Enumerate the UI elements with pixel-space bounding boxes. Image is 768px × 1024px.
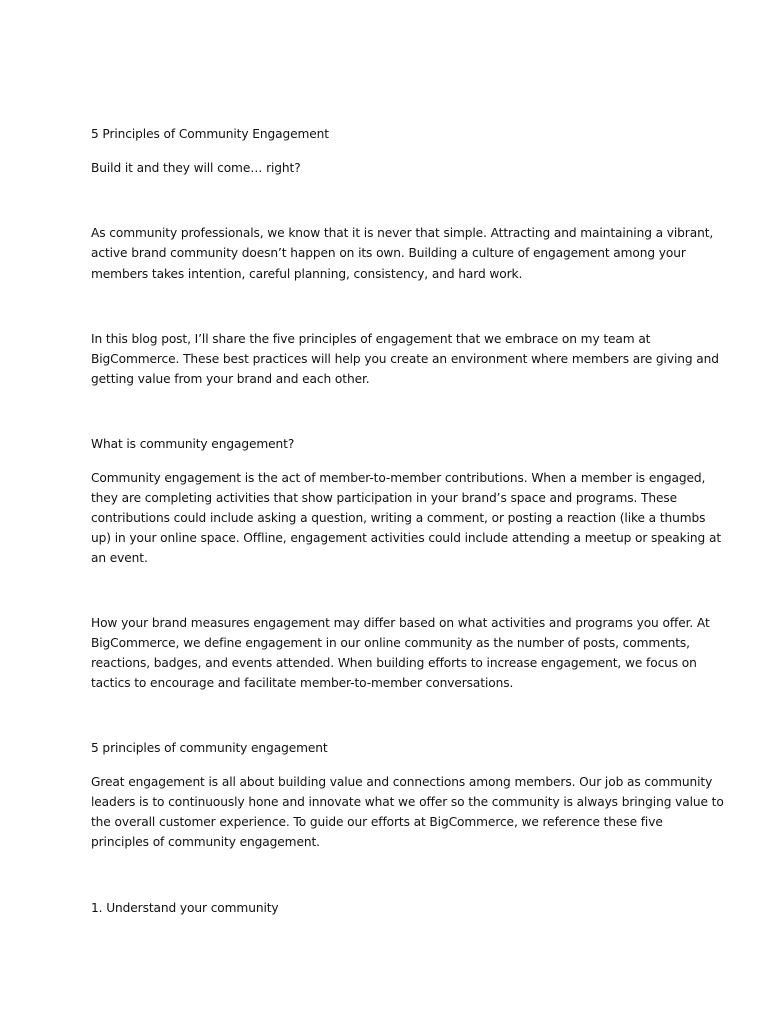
paragraph-2-line: BigCommerce. These best practices will help you create an environment where members are giving and <box>91 352 719 366</box>
paragraph-5-line: leaders is to continuously hone and innovate what we offer so the community is always bringing value to <box>91 795 724 809</box>
paragraph-4-line: How your brand measures engagement may differ based on what activities and programs you offer. At <box>91 616 710 630</box>
paragraph-1-line: members takes intention, careful planning, consistency, and hard work. <box>91 267 523 281</box>
document-title: 5 Principles of Community Engagement <box>91 127 329 141</box>
section-heading: 1. Understand your community <box>91 901 279 915</box>
paragraph-1-line: active brand community doesn’t happen on its own. Building a culture of engagement among your <box>91 246 686 260</box>
paragraph-3-line: up) in your online space. Offline, engagement activities could include attending a meetup or speaking at <box>91 531 722 545</box>
paragraph-2-line: In this blog post, I’ll share the five principles of engagement that we embrace on my team at <box>91 332 651 346</box>
paragraph-1-line: As community professionals, we know that it is never that simple. Attracting and maintaining a vibrant, <box>91 226 714 240</box>
lead-line: Build it and they will come… right? <box>91 161 301 175</box>
paragraph-5-line: principles of community engagement. <box>91 835 320 849</box>
paragraph-3-line: they are completing activities that show participation in your brand’s space and programs. These <box>91 491 678 505</box>
section-heading: 5 principles of community engagement <box>91 741 328 755</box>
paragraph-4-line: reactions, badges, and events attended. When building efforts to increase engagement, we focus on <box>91 656 697 670</box>
paragraph-4-line: BigCommerce, we define engagement in our online community as the number of posts, comments, <box>91 636 690 650</box>
paragraph-3-line: an event. <box>91 551 148 565</box>
paragraph-2-line: getting value from your brand and each other. <box>91 372 370 386</box>
paragraph-3-line: contributions could include asking a question, writing a comment, or posting a reaction (like a thumbs <box>91 511 706 525</box>
section-heading: What is community engagement? <box>91 437 295 451</box>
paragraph-5-line: the overall customer experience. To guide our efforts at BigCommerce, we reference these five <box>91 815 663 829</box>
paragraph-5-line: Great engagement is all about building value and connections among members. Our job as community <box>91 775 713 789</box>
paragraph-3-line: Community engagement is the act of member-to-member contributions. When a member is engaged, <box>91 471 706 485</box>
paragraph-4-line: tactics to encourage and facilitate member-to-member conversations. <box>91 676 514 690</box>
